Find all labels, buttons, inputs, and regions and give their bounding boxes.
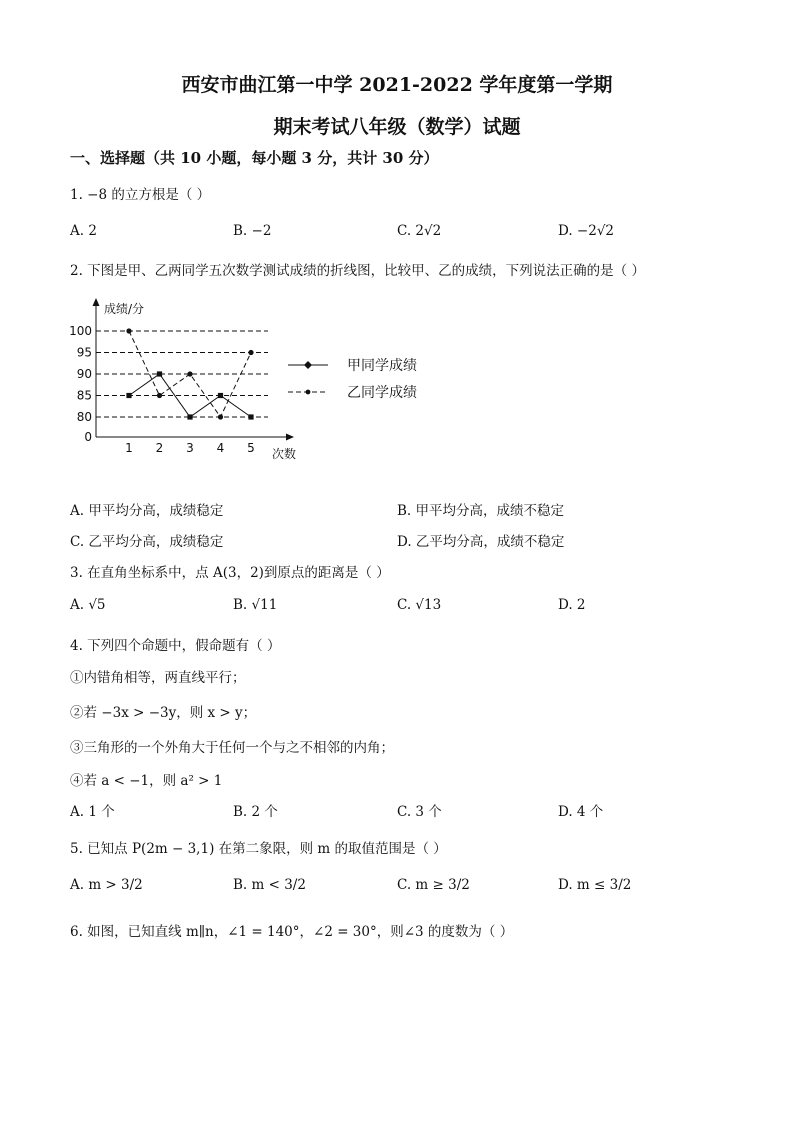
- legend-marker-2: [306, 390, 311, 395]
- series-2-point-2: [157, 393, 162, 398]
- q4-option-b: B. 2 个: [233, 804, 278, 820]
- y-axis-label: 成绩/分: [104, 302, 145, 316]
- score-line-chart: [60, 290, 460, 470]
- y-tick-label-95: 95: [76, 345, 92, 360]
- q3-option-a: A. √5: [70, 597, 106, 613]
- series-2-point-1: [126, 328, 131, 333]
- chart-grid: [96, 331, 268, 417]
- question-5: 5. 已知点 P(2m − 3,1) 在第二象限，则 m 的取值范围是（ ）: [70, 841, 447, 857]
- q2-option-d: D. 乙平均分高，成绩不稳定: [397, 534, 565, 550]
- q2-option-a: A. 甲平均分高，成绩稳定: [70, 503, 224, 519]
- y-tick-label-80: 80: [76, 410, 92, 424]
- x-tick-label-1: 1: [125, 441, 133, 455]
- q3-option-b: B. √11: [233, 597, 278, 613]
- x-axis-label: 次数: [272, 447, 297, 461]
- q4-option-d: D. 4 个: [558, 804, 604, 820]
- question-1: 1. −8 的立方根是（ ）: [70, 187, 211, 203]
- x-tick-label-3: 3: [186, 441, 194, 455]
- x-tick-label-2: 2: [155, 441, 164, 455]
- q4-option-c: C. 3 个: [397, 804, 442, 820]
- q1-option-d: D. −2√2: [558, 223, 615, 239]
- question-2: 2. 下图是甲、乙两同学五次数学测试成绩的折线图，比较甲、乙的成绩，下列说法正确的是（ ）: [70, 263, 645, 279]
- chart-legend: [288, 357, 417, 401]
- chart-ticks: [69, 324, 255, 455]
- q3-option-c: C. √13: [397, 597, 442, 613]
- series-1-point-5: [248, 414, 253, 419]
- series-1-point-3: [187, 414, 192, 419]
- legend-label-1: 甲同学成绩: [347, 358, 417, 374]
- x-tick-label-4: 4: [216, 441, 225, 455]
- q1-option-c: C. 2√2: [397, 223, 442, 239]
- series-1-point-2: [157, 371, 162, 376]
- series-1-point-4: [218, 393, 223, 398]
- legend-marker-1: [304, 361, 312, 369]
- question-4: 4. 下列四个命题中，假命题有（ ）: [70, 638, 281, 654]
- q1-option-a: A. 2: [70, 223, 97, 239]
- y-tick-label-90: 90: [76, 367, 92, 381]
- series-2-point-3: [187, 371, 192, 376]
- question-6: 6. 如图，已知直线 m∥n，∠1 = 140°，∠2 = 30°，则∠3 的度数为（ ）: [70, 924, 514, 940]
- q4-item-4: ④若 a < −1，则 a² > 1: [70, 773, 223, 789]
- series-1-point-1: [126, 393, 131, 398]
- q4-item-2: ②若 −3x > −3y，则 x > y；: [70, 705, 257, 721]
- q5-option-c: C. m ≥ 3/2: [397, 877, 470, 893]
- q1-option-b: B. −2: [233, 223, 272, 239]
- x-axis-arrow: [286, 434, 294, 441]
- q4-item-3: ③三角形的一个外角大于任何一个与之不相邻的内角；: [70, 740, 394, 756]
- y-axis-arrow: [93, 298, 100, 306]
- series-2-point-4: [218, 414, 223, 419]
- title-line-1: 西安市曲江第一中学 2021-2022 学年度第一学期: [181, 74, 613, 96]
- title-line-2: 期末考试八年级（数学）试题: [273, 116, 521, 138]
- series-2-point-5: [248, 350, 253, 355]
- q3-option-d: D. 2: [558, 597, 586, 613]
- x-tick-label-5: 5: [247, 441, 255, 455]
- q5-option-b: B. m < 3/2: [233, 877, 306, 893]
- q5-option-d: D. m ≤ 3/2: [558, 877, 632, 893]
- y-tick-label-85: 85: [76, 388, 92, 403]
- q2-option-b: B. 甲平均分高，成绩不稳定: [397, 503, 565, 519]
- legend-label-2: 乙同学成绩: [347, 385, 417, 401]
- y-tick-label-0: 0: [84, 430, 92, 444]
- y-tick-label-100: 100: [69, 324, 92, 338]
- q5-option-a: A. m > 3/2: [70, 877, 143, 893]
- question-3: 3. 在直角坐标系中，点 A(3，2)到原点的距离是（ ）: [70, 565, 390, 581]
- q2-option-c: C. 乙平均分高，成绩稳定: [70, 534, 224, 550]
- q4-option-a: A. 1 个: [70, 804, 115, 820]
- q4-item-1: ①内错角相等，两直线平行；: [70, 670, 246, 686]
- section-heading: 一、选择题（共 10 小题，每小题 3 分，共计 30 分）: [70, 149, 439, 167]
